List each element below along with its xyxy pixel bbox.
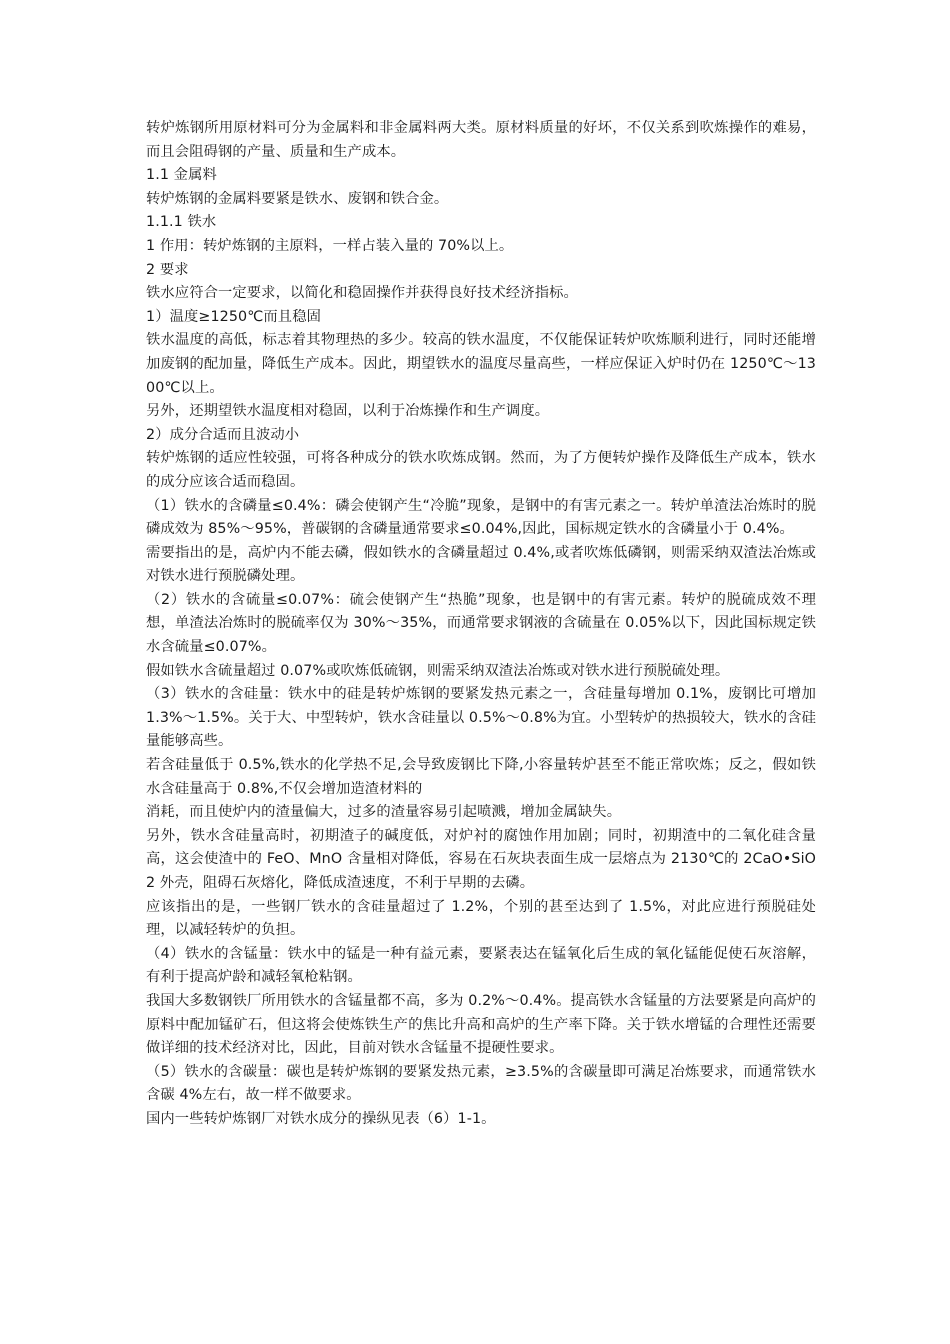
paragraph-table-reference: 国内一些转炉炼钢厂对铁水成分的操纵见表（6）1-1。 [146,1110,496,1127]
heading-requirements: 2 要求 [146,261,189,278]
paragraph-silicon: （3）铁水的含硅量：铁水中的硅是转炉炼钢的要紧发热元素之一，含硅量每增加 0.1%，废钢比可增加 1.3%～1.5%。关于大、中型转炉，铁水含硅量以 0.5%～0.8%为宜。小型转炉的热损较大，铁水的含硅量能够高些。 [146,686,816,750]
document-body [146,117,816,1132]
paragraph-sulfur: （2）铁水的含硫量≤0.07%：硫会使钢产生“热脆”现象，也是钢中的有害元素。转炉的脱硫成效不理想，单渣法冶炼时的脱硫率仅为 30%～35%，而通常要求钢液的含硫量在 0.05%以下，因此国标规定铁水含硫量≤0.07%。 [146,591,816,656]
paragraph-requirements: 铁水应符合一定要求，以简化和稳固操作并获得良好技术经济指标。 [146,285,578,302]
paragraph-manganese: （4）铁水的含锰量：铁水中的锰是一种有益元素，要紧表达在锰氧化后生成的氧化锰能促使石灰溶解，有利于提高炉龄和减轻氧枪粘钢。 [146,945,816,986]
paragraph-purpose: 1 作用：转炉炼钢的主原料，一样占装入量的 70%以上。 [146,237,514,254]
paragraph-silicon-consumption: 消耗，而且使炉内的渣量偏大，过多的渣量容易引起喷溅，增加金属缺失。 [146,804,622,821]
paragraph-temperature: 铁水温度的高低，标志着其物理热的多少。较高的铁水温度，不仅能保证转炉吹炼顺利进行，同时还能增加废钢的配加量，降低生产成本。因此，期望铁水的温度尽量高些，一样应保证入炉时仍在 1250℃～1300℃以上。 [146,332,816,396]
heading-temperature: 1）温度≥1250℃而且稳固 [146,308,321,325]
paragraph-phosphorus: （1）铁水的含磷量≤0.4%：磷会使钢产生“冷脆”现象，是钢中的有害元素之一。转炉单渣法冶炼时的脱磷成效为 85%～95%，普碳钢的含磷量通常要求≤0.04%,因此，国标规定铁水的含磷量小于 0.4%。 [146,497,816,538]
paragraph-metal-materials: 转炉炼钢的金属料要紧是铁水、废钢和铁合金。 [146,190,449,207]
subsection-heading-molten-iron: 1.1.1 铁水 [146,214,217,231]
paragraph-temperature-stability: 另外，还期望铁水温度相对稳固，以利于冶炼操作和生产调度。 [146,403,550,420]
section-heading-metal-materials: 1.1 金属料 [146,167,217,184]
paragraph-carbon: （5）铁水的含碳量：碳也是转炉炼钢的要紧发热元素，≥3.5%的含碳量即可满足冶炼要求，而通常铁水含碳 4%左右，故一样不做要求。 [146,1063,816,1104]
heading-composition: 2）成分合适而且波动小 [146,426,300,443]
paragraph-phosphorus-note: 需要指出的是，高炉内不能去磷，假如铁水的含磷量超过 0.4%,或者吹炼低磷钢，则需采纳双渣法冶炼或对铁水进行预脱磷处理。 [146,544,816,585]
paragraph-composition: 转炉炼钢的适应性较强，可将各种成分的铁水吹炼成钢。然而，为了方便转炉操作及降低生产成本，铁水的成分应该合适而稳固。 [146,450,816,490]
paragraph-intro: 转炉炼钢所用原材料可分为金属料和非金属料两大类。原材料质量的好坏，不仅关系到吹炼操作的难易，而且会阻碍钢的产量、质量和生产成本。 [146,120,816,160]
paragraph-silicon-note: 应该指出的是，一些钢厂铁水的含硅量超过了 1.2%，个别的甚至达到了 1.5%，对此应进行预脱硅处理，以减轻转炉的负担。 [146,898,816,939]
paragraph-silicon-low-high: 若含硅量低于 0.5%,铁水的化学热不足,会导致废钢比下降,小容量转炉甚至不能正常吹炼；反之，假如铁水含硅量高于 0.8%,不仅会增加造渣材料的 [146,757,816,797]
paragraph-silicon-slag: 另外，铁水含硅量高时，初期渣子的碱度低，对炉衬的腐蚀作用加剧；同时，初期渣中的二氧化硅含量高，这会使渣中的 FeO、MnO 含量相对降低，容易在石灰块表面生成一层熔点为 2130℃的 2CaO•SiO2 外壳，阻碍石灰熔化，降低成渣速度，不利于早期的去磷。 [146,827,816,891]
paragraph-sulfur-note: 假如铁水含硫量超过 0.07%或吹炼低硫钢，则需采纳双渣法冶炼或对铁水进行预脱硫处理。 [146,662,730,679]
paragraph-manganese-note: 我国大多数钢铁厂所用铁水的含锰量都不高，多为 0.2%～0.4%。提高铁水含锰量的方法要紧是向高炉的原料中配加锰矿石，但这将会使炼铁生产的焦比升高和高炉的生产率下降。关于铁水增锰的合理性还需要做详细的技术经济对比，因此，目前对铁水含锰量不提硬性要求。 [146,992,816,1057]
